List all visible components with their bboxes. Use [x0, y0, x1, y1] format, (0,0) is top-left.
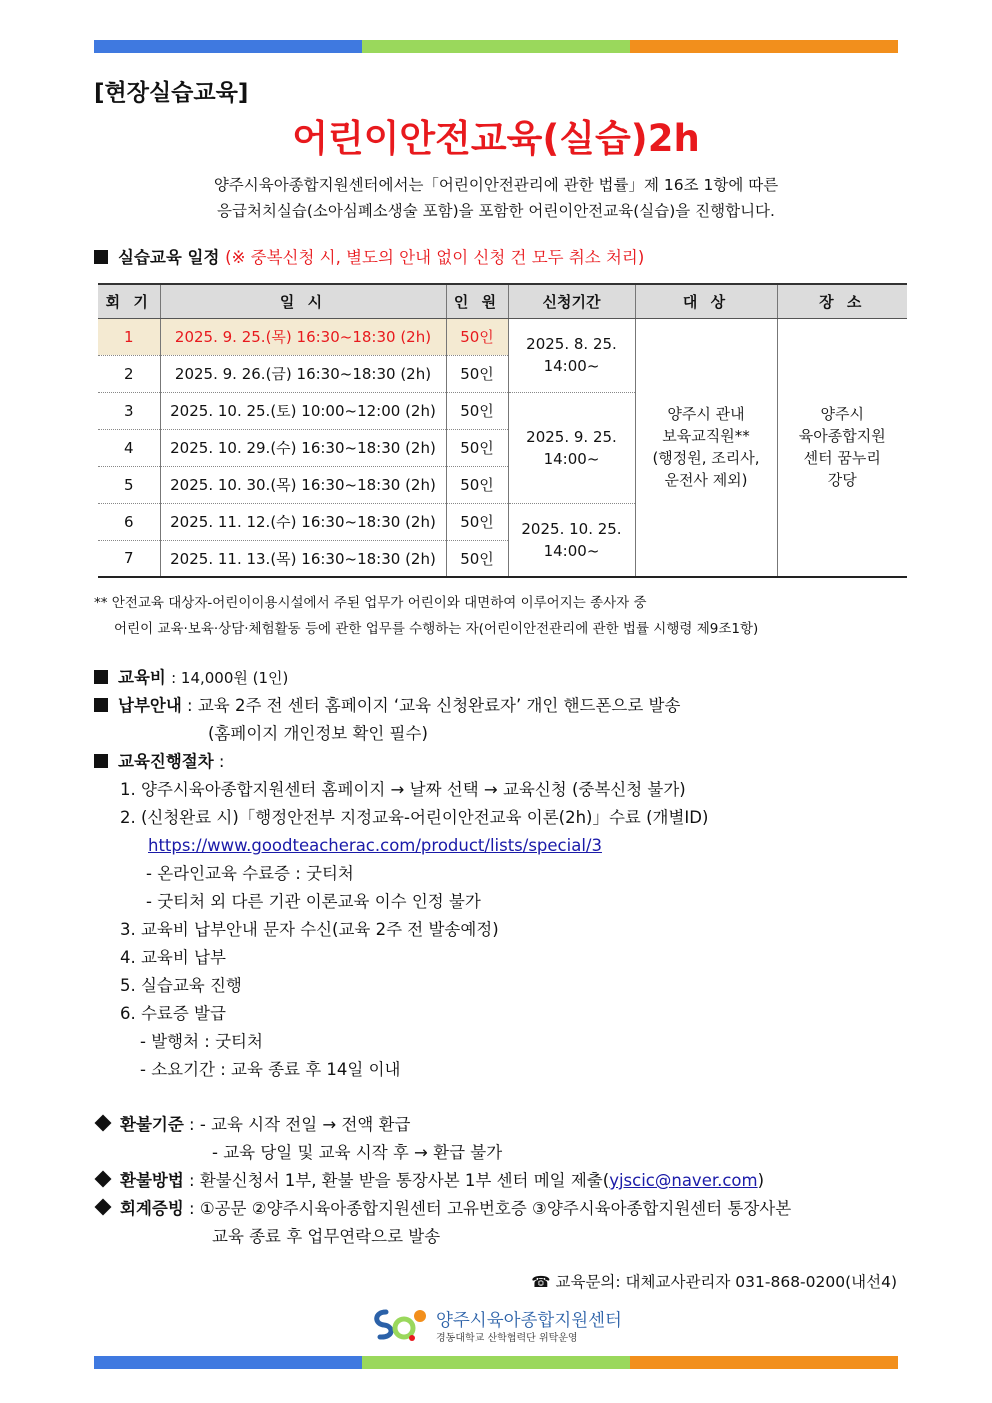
procedure-step: 3. 교육비 납부안내 문자 수신(교육 2주 전 발송예정) [120, 920, 499, 939]
place-line: 센터 꿈누리 [803, 449, 881, 468]
session-datetime: 2025. 11. 12.(수) 16:30~18:30 (2h) [160, 503, 446, 540]
procedure-step: 6. 수료증 발급 [120, 1004, 226, 1023]
procedure-step: 1. 양주시육아종합지원센터 홈페이지 → 날짜 선택 → 교육신청 (중복신청 불가) [120, 780, 686, 799]
contact-text: 교육문의: 대체교사관리자 031-868-0200(내선4) [555, 1273, 897, 1291]
col-header-datetime: 일 시 [160, 284, 446, 318]
session-capacity: 50인 [446, 355, 508, 392]
procedure-substep: - 발행처 : 굿티처 [140, 1032, 263, 1051]
target-line: 양주시 관내 [667, 405, 745, 424]
stripe-orange [630, 40, 898, 53]
phone-icon: ☎ [531, 1273, 551, 1291]
procedure-substep: - 온라인교육 수료증 : 굿티처 [146, 864, 354, 883]
col-header-capacity: 인 원 [446, 284, 508, 318]
accounting-label: 회계증빙 [120, 1199, 184, 1218]
procedure-colon: : [218, 752, 225, 771]
session-capacity: 50인 [446, 392, 508, 429]
accounting-line: 교육 종료 후 업무연락으로 발송 [212, 1227, 441, 1246]
place-line: 육아종합지원 [798, 427, 886, 446]
apply-period [508, 392, 635, 503]
apply-period-time: 14:00~ [543, 541, 600, 560]
session-datetime: 2025. 11. 13.(목) 16:30~18:30 (2h) [160, 540, 446, 577]
footnote-line: ** 안전교육 대상자-어린이이용시설에서 주된 업무가 어린이와 대면하여 이루어지는 종사자 중 [94, 595, 647, 611]
stripe-blue [94, 1356, 362, 1369]
payment-label: 납부안내 [118, 696, 182, 715]
refund-criteria [94, 1111, 502, 1167]
session-capacity: 50인 [446, 429, 508, 466]
stripe-blue [94, 40, 362, 53]
procedure-step: 4. 교육비 납부 [120, 948, 226, 967]
diamond-bullet-icon [95, 1115, 112, 1132]
center-logo [372, 1306, 632, 1346]
diamond-bullet-icon [95, 1171, 112, 1188]
table-row [98, 318, 907, 355]
target-line: 보육교직원** [662, 427, 750, 446]
diamond-bullet-icon [95, 1199, 112, 1216]
intro-line: 응급처치실습(소아심폐소생술 포함)을 포함한 어린이안전교육(실습)을 진행합니다. [217, 202, 775, 220]
email-link[interactable]: yjscic@naver.com [609, 1171, 758, 1190]
session-datetime: 2025. 10. 29.(수) 16:30~18:30 (2h) [160, 429, 446, 466]
payment-row [94, 692, 680, 748]
procedure-substep: - 굿티처 외 다른 기관 이론교육 이수 인정 불가 [146, 892, 481, 911]
bottom-color-stripe [94, 1356, 898, 1369]
session-capacity: 50인 [446, 318, 508, 355]
table-header-row [98, 284, 907, 318]
col-header-period: 신청기간 [508, 284, 635, 318]
footnote [94, 590, 758, 642]
apply-period-date: 2025. 10. 25. [521, 519, 622, 538]
stripe-green [362, 40, 630, 53]
center-logo-sub: 경동대학교 산학협력단 위탁운영 [436, 1333, 578, 1344]
session-capacity: 50인 [446, 540, 508, 577]
section-tag: [현장실습교육] [94, 80, 249, 106]
session-datetime: 2025. 10. 25.(토) 10:00~12:00 (2h) [160, 392, 446, 429]
place-line: 양주시 [820, 405, 864, 424]
stripe-orange [630, 1356, 898, 1369]
session-no: 6 [98, 503, 160, 540]
col-header-target: 대 상 [635, 284, 777, 318]
place-cell [777, 318, 907, 577]
intro-text [0, 172, 992, 224]
refund-method-label: 환불방법 [120, 1171, 184, 1190]
session-datetime: 2025. 9. 26.(금) 16:30~18:30 (2h) [160, 355, 446, 392]
col-header-session: 회 기 [98, 284, 160, 318]
session-no: 5 [98, 466, 160, 503]
contact-info [531, 1270, 897, 1292]
schedule-heading [94, 244, 644, 268]
schedule-warning: (※ 중복신청 시, 별도의 안내 없이 신청 건 모두 취소 처리) [225, 248, 645, 267]
target-line: 운전사 제외) [664, 471, 748, 490]
fee-row [94, 664, 288, 692]
center-logo-mark-icon [372, 1306, 432, 1342]
apply-period-date: 2025. 8. 25. [526, 335, 617, 353]
payment-value: : 교육 2주 전 센터 홈페이지 ‘교육 신청완료자’ 개인 핸드폰으로 발송 [187, 696, 681, 715]
procedure-substep: - 소요기간 : 교육 종료 후 14일 이내 [140, 1060, 401, 1079]
refund-method-value: : 환불신청서 1부, 환불 받을 통장사본 1부 센터 메일 제출( [189, 1171, 610, 1190]
refund-line: - 교육 당일 및 교육 시작 후 → 환급 불가 [212, 1143, 503, 1162]
apply-period [508, 318, 635, 392]
fee-value: : 14,000원 (1인) [171, 669, 289, 687]
refund-method [94, 1167, 764, 1195]
intro-line: 양주시육아종합지원센터에서는「어린이안전관리에 관한 법률」제 16조 1항에 따른 [213, 176, 779, 194]
goodteacher-link[interactable]: https://www.goodteacherac.com/product/lists/special/3 [148, 836, 602, 855]
session-no: 7 [98, 540, 160, 577]
col-header-place: 장 소 [777, 284, 907, 318]
target-cell [635, 318, 777, 577]
square-bullet-icon [94, 754, 108, 768]
stripe-green [362, 1356, 630, 1369]
footnote-line: 어린이 교육·보육·상담·체험활동 등에 관한 업무를 수행하는 자(어린이안전관리에 관한 법률 시행령 제9조1항) [114, 621, 759, 637]
session-datetime: 2025. 9. 25.(목) 16:30~18:30 (2h) [160, 318, 446, 355]
procedure-step: 5. 실습교육 진행 [120, 976, 242, 995]
session-no: 2 [98, 355, 160, 392]
procedure-block [94, 748, 708, 1084]
refund-line: : - 교육 시작 전일 → 전액 환급 [189, 1115, 411, 1134]
apply-period-time: 14:00~ [543, 449, 600, 468]
session-capacity: 50인 [446, 466, 508, 503]
accounting-line: : ①공문 ②양주시육아종합지원센터 고유번호증 ③양주시육아종합지원센터 통장사본 [189, 1199, 792, 1218]
session-datetime: 2025. 10. 30.(목) 16:30~18:30 (2h) [160, 466, 446, 503]
refund-label: 환불기준 [120, 1115, 184, 1134]
session-capacity: 50인 [446, 503, 508, 540]
schedule-table [98, 283, 907, 578]
session-no: 3 [98, 392, 160, 429]
place-line: 강당 [827, 471, 857, 490]
session-no: 1 [98, 318, 160, 355]
apply-period [508, 503, 635, 577]
procedure-label: 교육진행절차 [118, 752, 214, 771]
accounting-proof [94, 1195, 791, 1251]
procedure-step: 2. (신청완료 시)「행정안전부 지정교육-어린이안전교육 이론(2h)」수료 (개별ID) [120, 808, 709, 827]
schedule-heading-label: 실습교육 일정 [118, 248, 220, 267]
center-logo-name: 양주시육아종합지원센터 [436, 1311, 622, 1331]
target-line: (행정원, 조리사, [652, 449, 760, 468]
page-title: 어린이안전교육(실습)2h [292, 117, 700, 160]
apply-period-date: 2025. 9. 25. [526, 427, 617, 446]
session-no: 4 [98, 429, 160, 466]
square-bullet-icon [94, 670, 108, 684]
payment-note: (홈페이지 개인정보 확인 필수) [208, 724, 428, 743]
square-bullet-icon [94, 250, 108, 264]
fee-label: 교육비 [118, 668, 166, 687]
square-bullet-icon [94, 698, 108, 712]
apply-period-time: 14:00~ [543, 357, 600, 375]
refund-method-close: ) [757, 1171, 765, 1190]
top-color-stripe [94, 40, 898, 53]
